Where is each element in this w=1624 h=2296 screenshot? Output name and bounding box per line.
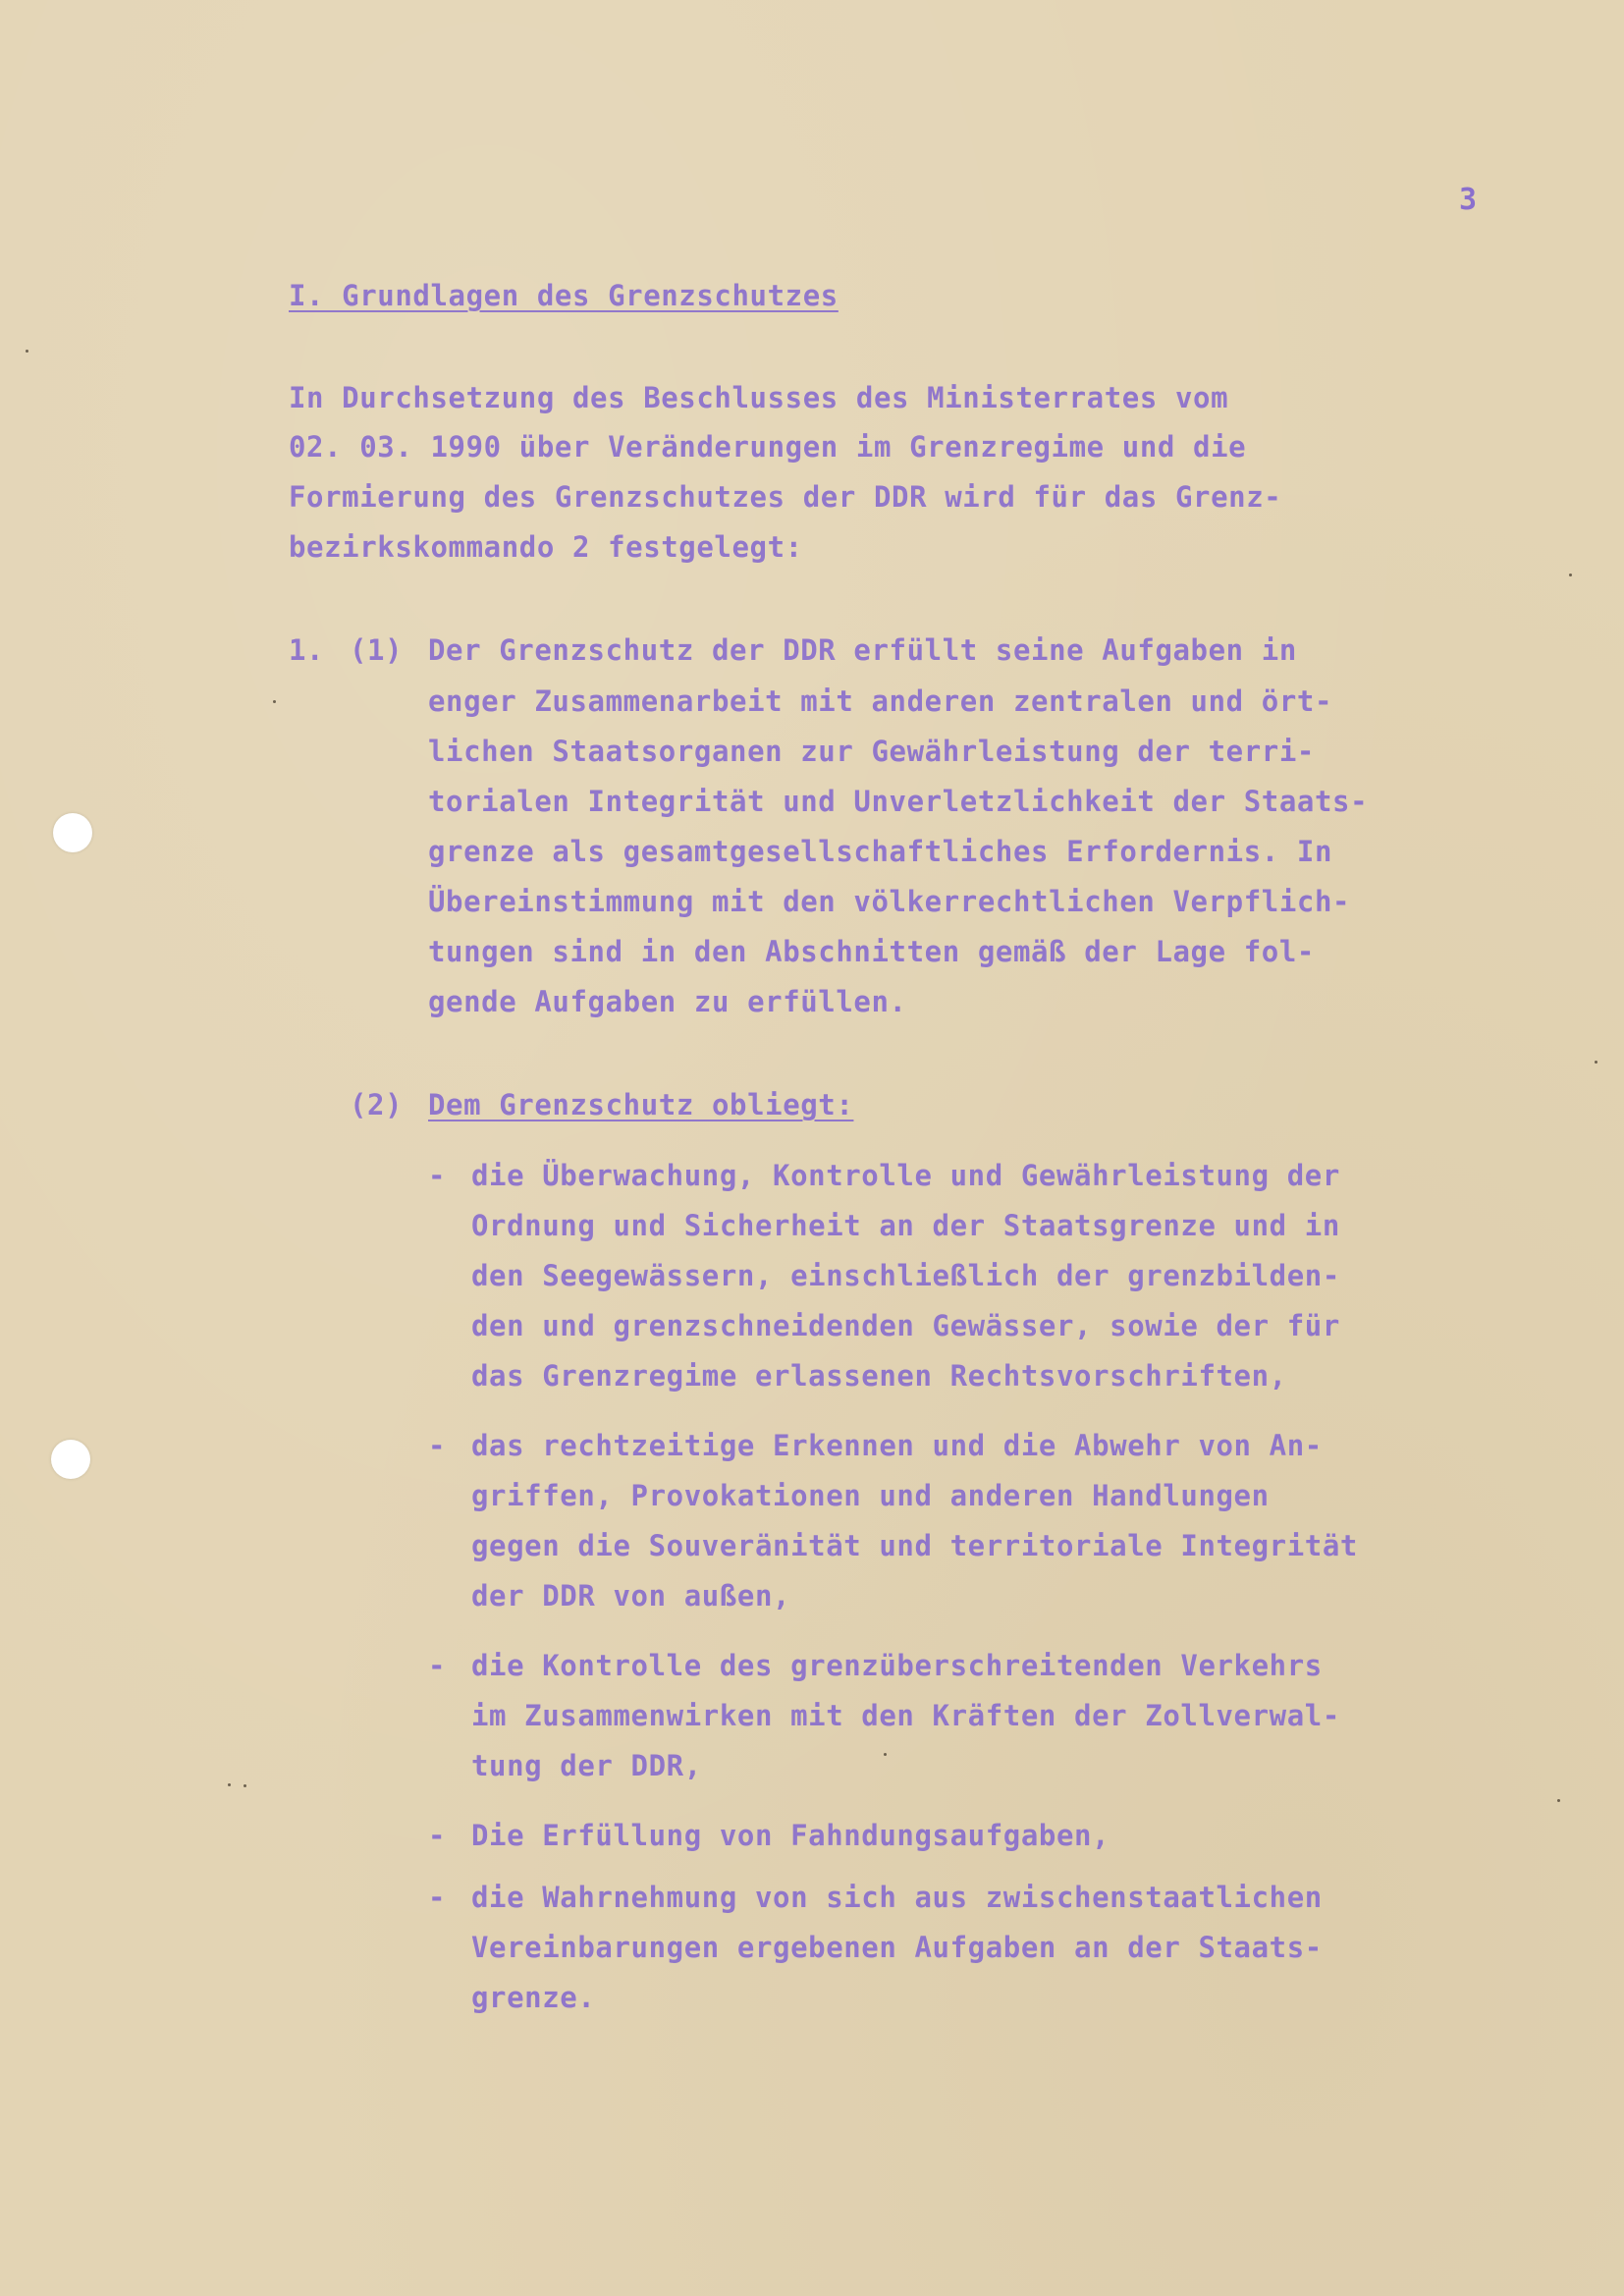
bullet-line: gegen die Souveränität und territoriale Integrität <box>471 1529 1358 1562</box>
paragraph-line: Übereinstimmung mit den völkerrechtlichen Verpflich- <box>428 885 1351 918</box>
paragraph-heading: Dem Grenzschutz obliegt: <box>428 1088 854 1121</box>
paragraph-line: lichen Staatsorganen zur Gewährleistung der terri- <box>428 735 1315 768</box>
bullet-line: Ordnung und Sicherheit an der Staatsgrenze und in <box>471 1209 1340 1242</box>
bullet-line: den Seegewässern, einschließlich der grenzbilden- <box>471 1259 1340 1292</box>
scan-speck <box>26 350 28 353</box>
bullet-line: das Grenzregime erlassenen Rechtsvorschriften, <box>471 1359 1287 1393</box>
section-heading: I. Grundlagen des Grenzschutzes <box>289 279 839 312</box>
paragraph-line: gende Aufgaben zu erfüllen. <box>428 985 907 1018</box>
scan-speck <box>884 1753 887 1756</box>
bullet-line: den und grenzschneidenden Gewässer, sowie der für <box>471 1309 1340 1342</box>
intro-line: bezirkskommando 2 festgelegt: <box>289 530 803 564</box>
bullet-line: griffen, Provokationen und anderen Handlungen <box>471 1479 1270 1512</box>
paragraph-line: enger Zusammenarbeit mit anderen zentralen und ört- <box>428 684 1333 718</box>
scan-speck <box>1557 1799 1560 1802</box>
scan-speck <box>1595 1061 1597 1064</box>
bullet-dash: - <box>428 1429 447 1462</box>
scan-speck <box>244 1784 246 1787</box>
intro-line: Formierung des Grenzschutzes der DDR wird für das Grenz- <box>289 480 1282 514</box>
paragraph-line: torialen Integrität und Unverletzlichkeit der Staats- <box>428 785 1369 818</box>
punch-hole <box>53 813 92 852</box>
bullet-dash: - <box>428 1649 447 1682</box>
bullet-line: Die Erfüllung von Fahndungsaufgaben, <box>471 1819 1110 1852</box>
bullet-dash: - <box>428 1819 447 1852</box>
scan-speck <box>1569 574 1572 576</box>
bullet-line: das rechtzeitige Erkennen und die Abwehr von An- <box>471 1429 1323 1462</box>
bullet-line: Vereinbarungen ergebenen Aufgaben an der Staats- <box>471 1931 1323 1964</box>
bullet-line: die Kontrolle des grenzüberschreitenden Verkehrs <box>471 1649 1323 1682</box>
paragraph-line: Der Grenzschutz der DDR erfüllt seine Aufgaben in <box>428 633 1297 667</box>
section-number: 1. <box>289 633 325 667</box>
paragraph-label: (2) <box>350 1088 404 1121</box>
intro-line: In Durchsetzung des Beschlusses des Ministerrates vom <box>289 381 1229 414</box>
page-number: 3 <box>1459 183 1478 217</box>
bullet-line: die Wahrnehmung von sich aus zwischenstaatlichen <box>471 1881 1323 1914</box>
scan-speck <box>273 700 276 703</box>
bullet-dash: - <box>428 1159 447 1192</box>
bullet-dash: - <box>428 1881 447 1914</box>
intro-line: 02. 03. 1990 über Veränderungen im Grenzregime und die <box>289 430 1247 464</box>
bullet-line: tung der DDR, <box>471 1749 702 1782</box>
punch-hole <box>51 1440 90 1479</box>
paragraph-line: grenze als gesamtgesellschaftliches Erfordernis. In <box>428 835 1333 868</box>
paragraph-label: (1) <box>350 633 404 667</box>
bullet-line: der DDR von außen, <box>471 1579 791 1613</box>
bullet-line: die Überwachung, Kontrolle und Gewährleistung der <box>471 1159 1340 1192</box>
paragraph-line: tungen sind in den Abschnitten gemäß der Lage fol- <box>428 935 1315 968</box>
bullet-line: grenze. <box>471 1981 596 2014</box>
scan-speck <box>228 1783 231 1786</box>
bullet-line: im Zusammenwirken mit den Kräften der Zollverwal- <box>471 1699 1340 1732</box>
